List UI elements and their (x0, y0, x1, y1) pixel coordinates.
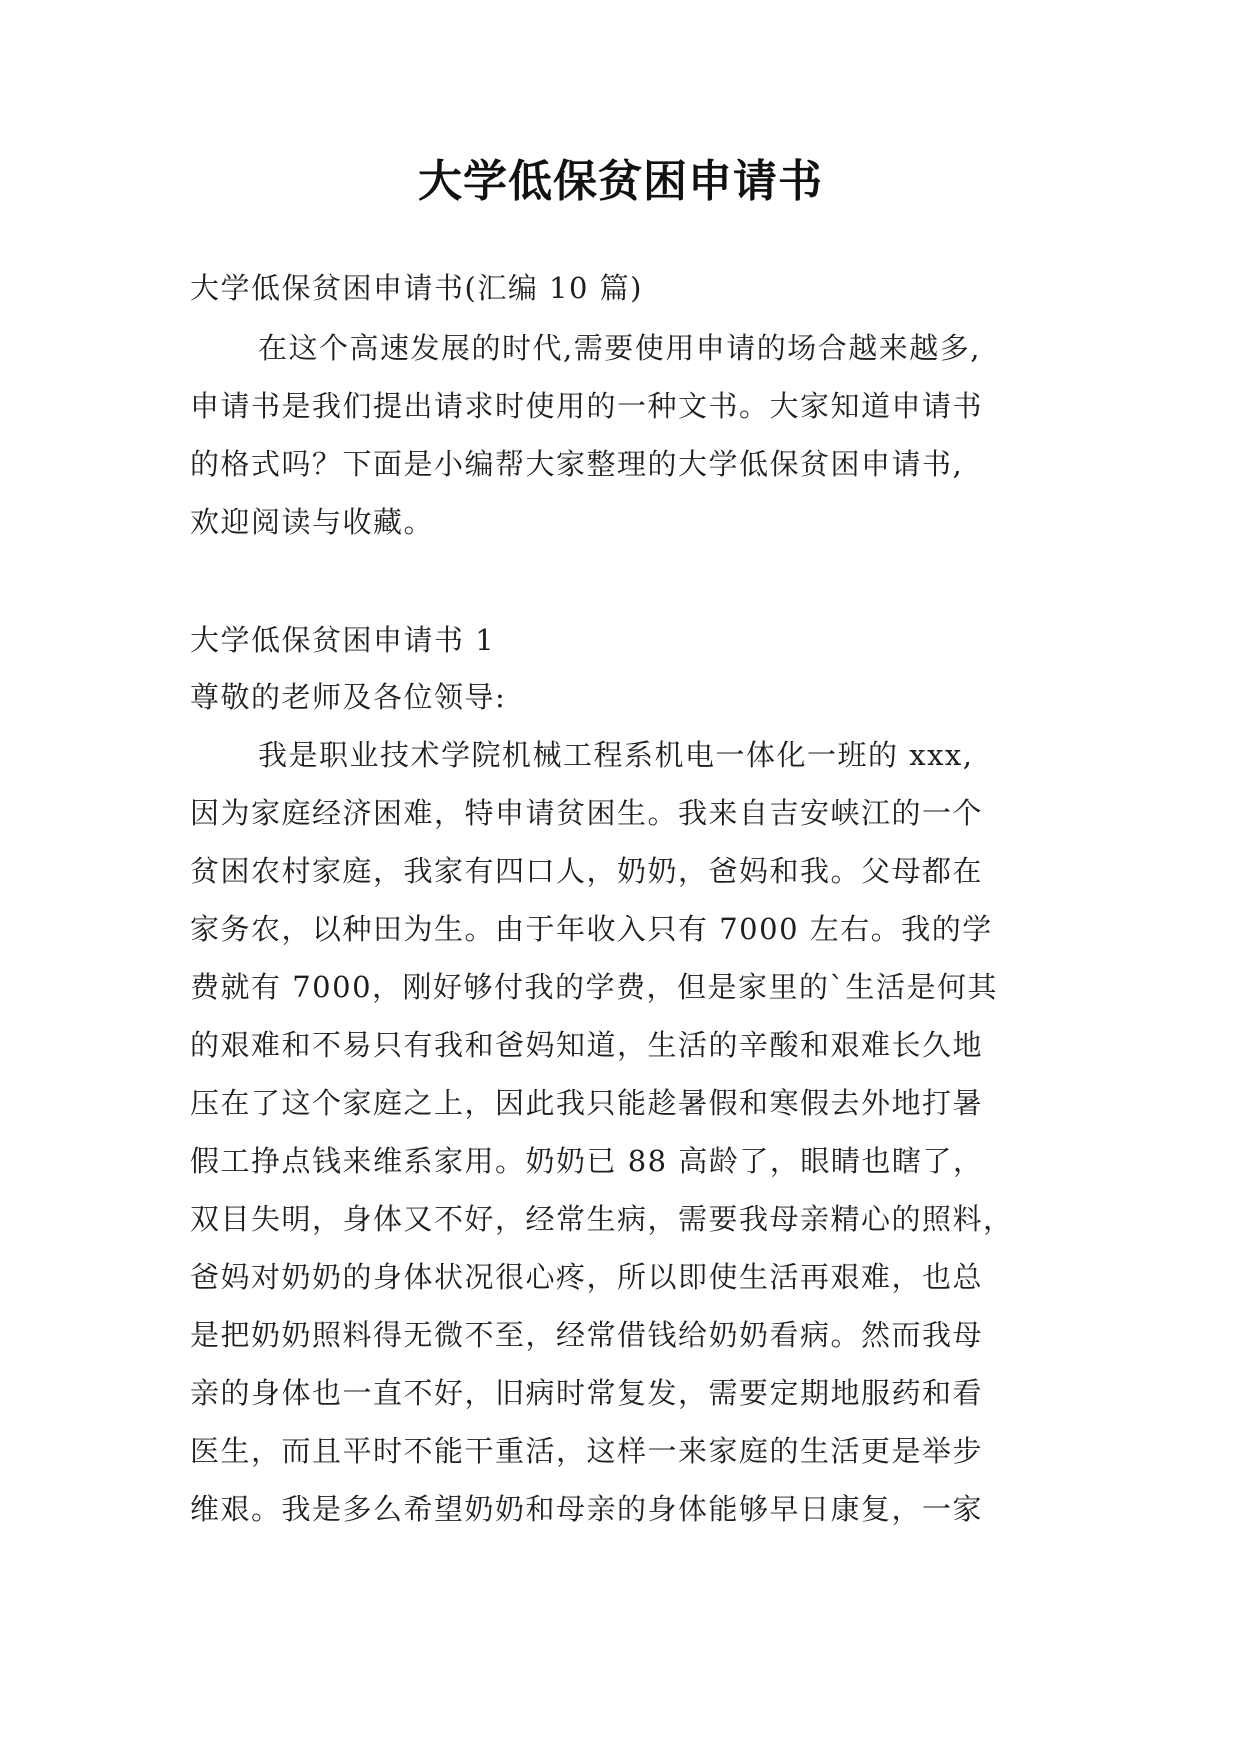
body-line: 是把奶奶照料得无微不至，经常借钱给奶奶看病。然而我母 (190, 1318, 984, 1352)
body-line: 贫困农村家庭，我家有四口人，奶奶，爸妈和我。父母都在 (190, 854, 984, 888)
intro-line: 欢迎阅读与收藏。 (190, 505, 435, 539)
salutation: 尊敬的老师及各位领导: (190, 680, 507, 714)
document-subtitle: 大学低保贫困申请书(汇编 10 篇) (190, 271, 643, 305)
section-heading: 大学低保贫困申请书 1 (190, 623, 496, 657)
body-line: 亲的身体也一直不好，旧病时常复发，需要定期地服药和看 (190, 1376, 984, 1410)
intro-line: 的格式吗？下面是小编帮大家整理的大学低保贫困申请书, (190, 447, 964, 481)
body-line: 压在了这个家庭之上，因此我只能趁暑假和寒假去外地打暑 (190, 1086, 984, 1120)
body-line: 医生，而且平时不能干重活，这样一来家庭的生活更是举步 (190, 1434, 984, 1468)
body-line: 因为家庭经济困难，特申请贫困生。我来自吉安峡江的一个 (190, 796, 984, 830)
body-line: 维艰。我是多么希望奶奶和母亲的身体能够早日康复，一家 (190, 1492, 984, 1526)
intro-line: 在这个高速发展的时代,需要使用申请的场合越来越多, (258, 331, 981, 365)
body-line: 双目失明，身体又不好，经常生病，需要我母亲精心的照料， (190, 1202, 1014, 1236)
intro-line: 申请书是我们提出请求时使用的一种文书。大家知道申请书 (190, 389, 984, 423)
body-line: 我是职业技术学院机械工程系机电一体化一班的 xxx, (258, 738, 974, 772)
body-line: 家务农，以种田为生。由于年收入只有 7000 左右。我的学 (190, 912, 993, 946)
body-line: 爸妈对奶奶的身体状况很心疼，所以即使生活再艰难，也总 (190, 1260, 984, 1294)
body-line: 假工挣点钱来维系家用。奶奶已 88 高龄了，眼睛也瞎了， (190, 1144, 984, 1178)
body-line: 的艰难和不易只有我和爸妈知道，生活的辛酸和艰难长久地 (190, 1028, 984, 1062)
body-line: 费就有 7000，刚好够付我的学费，但是家里的`生活是何其 (190, 970, 999, 1004)
document-title: 大学低保贫困申请书 (418, 156, 823, 207)
